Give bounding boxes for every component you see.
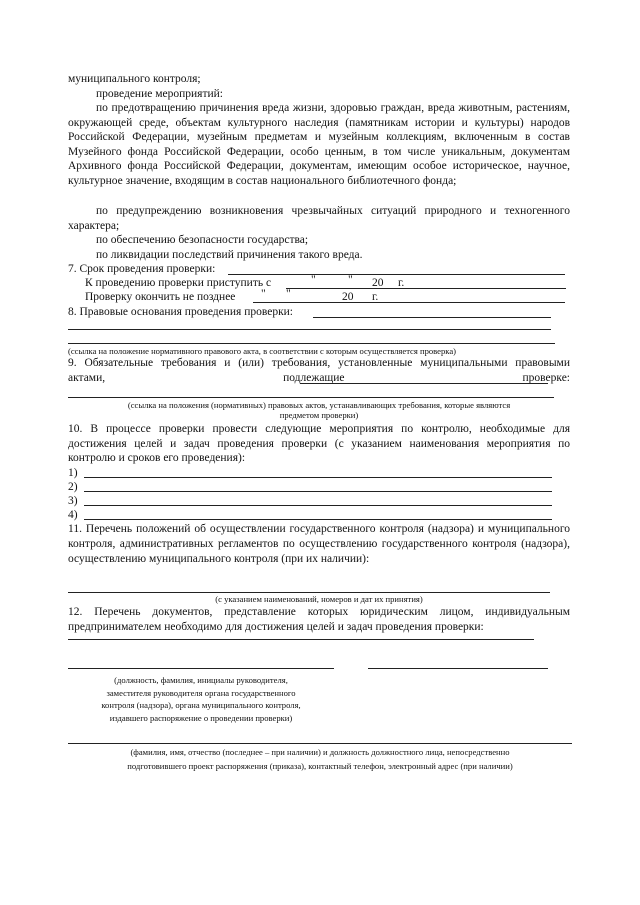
section-9-note-2: предметом проверки) — [279, 410, 359, 420]
section-12-title: 12. Перечень документов, представление которых юридическим лицом, индивидуальным предпринимателем необходимо для достижения целей и задач проведения проверки: — [68, 606, 570, 633]
section-9-title-line — [68, 356, 570, 385]
signature-note-line-4: издавшего распоряжение о проведении проверки) — [109, 712, 293, 723]
preparer-field[interactable] — [68, 743, 572, 744]
section-10-item-3-field[interactable] — [84, 505, 552, 506]
section-8-blank-2[interactable] — [68, 329, 551, 330]
end-date-year: 20 — [342, 291, 354, 303]
preparer-note-line-1: (фамилия, имя, отчество (последнее – при наличии) и должность должностного лица, непосредственно — [130, 747, 510, 757]
section-12-blank[interactable] — [68, 639, 534, 640]
start-date-year: 20 — [372, 277, 384, 289]
start-date-quote-close: " — [348, 274, 353, 286]
paragraph-end: муниципального контроля; — [68, 73, 201, 85]
section-10-item-2-field[interactable] — [84, 491, 552, 492]
emergency-prevention-paragraph: по предупреждению возникновения чрезвычайных ситуаций природного и техногенного характера; — [68, 205, 570, 232]
end-date-quote-close: " — [286, 288, 291, 300]
section-10-item-4-field[interactable] — [84, 519, 552, 520]
start-date-field[interactable] — [286, 288, 566, 289]
start-date-quote-open: " — [311, 274, 316, 286]
end-date-field[interactable] — [253, 302, 565, 303]
section-7-title: 7. Срок проведения проверки: — [68, 263, 216, 275]
signature-note-line-1: (должность, фамилия, инициалы руководителя, — [114, 675, 288, 685]
signature-field[interactable] — [368, 668, 548, 669]
section-10-item-3: 3) — [68, 495, 78, 507]
section-9-blank-2[interactable] — [68, 397, 554, 398]
section-11-blank[interactable] — [68, 592, 550, 593]
section-8-note: (ссылка на положение нормативного правового акта, в соответствии с которым осуществляется проверка) — [68, 346, 457, 356]
section-8-blank-3[interactable] — [68, 343, 555, 344]
section-10-title: 10. В процессе проверки провести следующие мероприятия по контролю, необходимые для достижения целей и задач проведения проверки (с указанием наименования мероприятия по контролю и сроков его проведения): — [68, 423, 570, 465]
section-7-start-label: К проведению проверки приступить с — [85, 277, 272, 289]
section-10-item-2: 2) — [68, 481, 78, 493]
events-title: проведение мероприятий: — [96, 88, 223, 100]
end-date-quote-open: " — [261, 288, 266, 300]
section-10-item-1: 1) — [68, 467, 78, 479]
section-11-note: (с указанием наименований, номеров и дат их принятия) — [215, 594, 423, 604]
liquidation-item: по ликвидации последствий причинения такого вреда. — [96, 249, 363, 261]
start-date-suffix: г. — [398, 277, 405, 289]
section-7-end-label: Проверку окончить не позднее — [85, 291, 236, 303]
section-8-blank-1[interactable] — [313, 317, 551, 318]
section-8-title: 8. Правовые основания проведения проверки: — [68, 306, 294, 318]
section-11-title: 11. Перечень положений об осуществлении государственного контроля (надзора) и муниципального контроля, административных регламентов по осуществлению государственного контроля (надзора), осуществлению муниципального контроля (при их наличии): — [68, 523, 570, 565]
signature-position-field[interactable] — [68, 668, 334, 669]
end-date-suffix: г. — [372, 291, 379, 303]
section-9-blank-1[interactable] — [300, 383, 548, 384]
signature-note-line-2: заместителя руководителя органа государственного — [106, 687, 296, 698]
security-item: по обеспечению безопасности государства; — [96, 234, 309, 246]
section-10-item-4: 4) — [68, 509, 78, 521]
section-9-note-1: (ссылка на положения (нормативных) правовых актов, устанавливающих требования, которые являются — [127, 400, 511, 410]
section-7-blank[interactable] — [228, 274, 565, 275]
harm-prevention-paragraph: по предотвращению причинения вреда жизни, здоровью граждан, вреда животным, растениям, окружающей среде, объектам культурного наследия (памятникам истории и культуры) народов Российской Федерации, музейным предметам и музейным коллекциям, включенным в состав Музейного фонда Российской Федерации, особо ценным, в том числе уникальным, документам Архивного фонда Российской Федерации, документам, имеющим особое историческое, научное, культурное значение, входящим в состав национального библиотечного фонда; — [68, 102, 570, 187]
signature-note — [68, 674, 334, 724]
preparer-note-line-2: подготовившего проект распоряжения (приказа), контактный телефон, электронный адрес (при наличии) — [127, 761, 513, 771]
signature-note-line-3: контроля (надзора), органа муниципального контроля, — [101, 700, 301, 711]
section-9-title: 9. Обязательные требования и (или) требования, установленные муниципальными правовыми актами, подлежащие проверке: — [68, 357, 570, 384]
section-10-item-1-field[interactable] — [84, 477, 552, 478]
